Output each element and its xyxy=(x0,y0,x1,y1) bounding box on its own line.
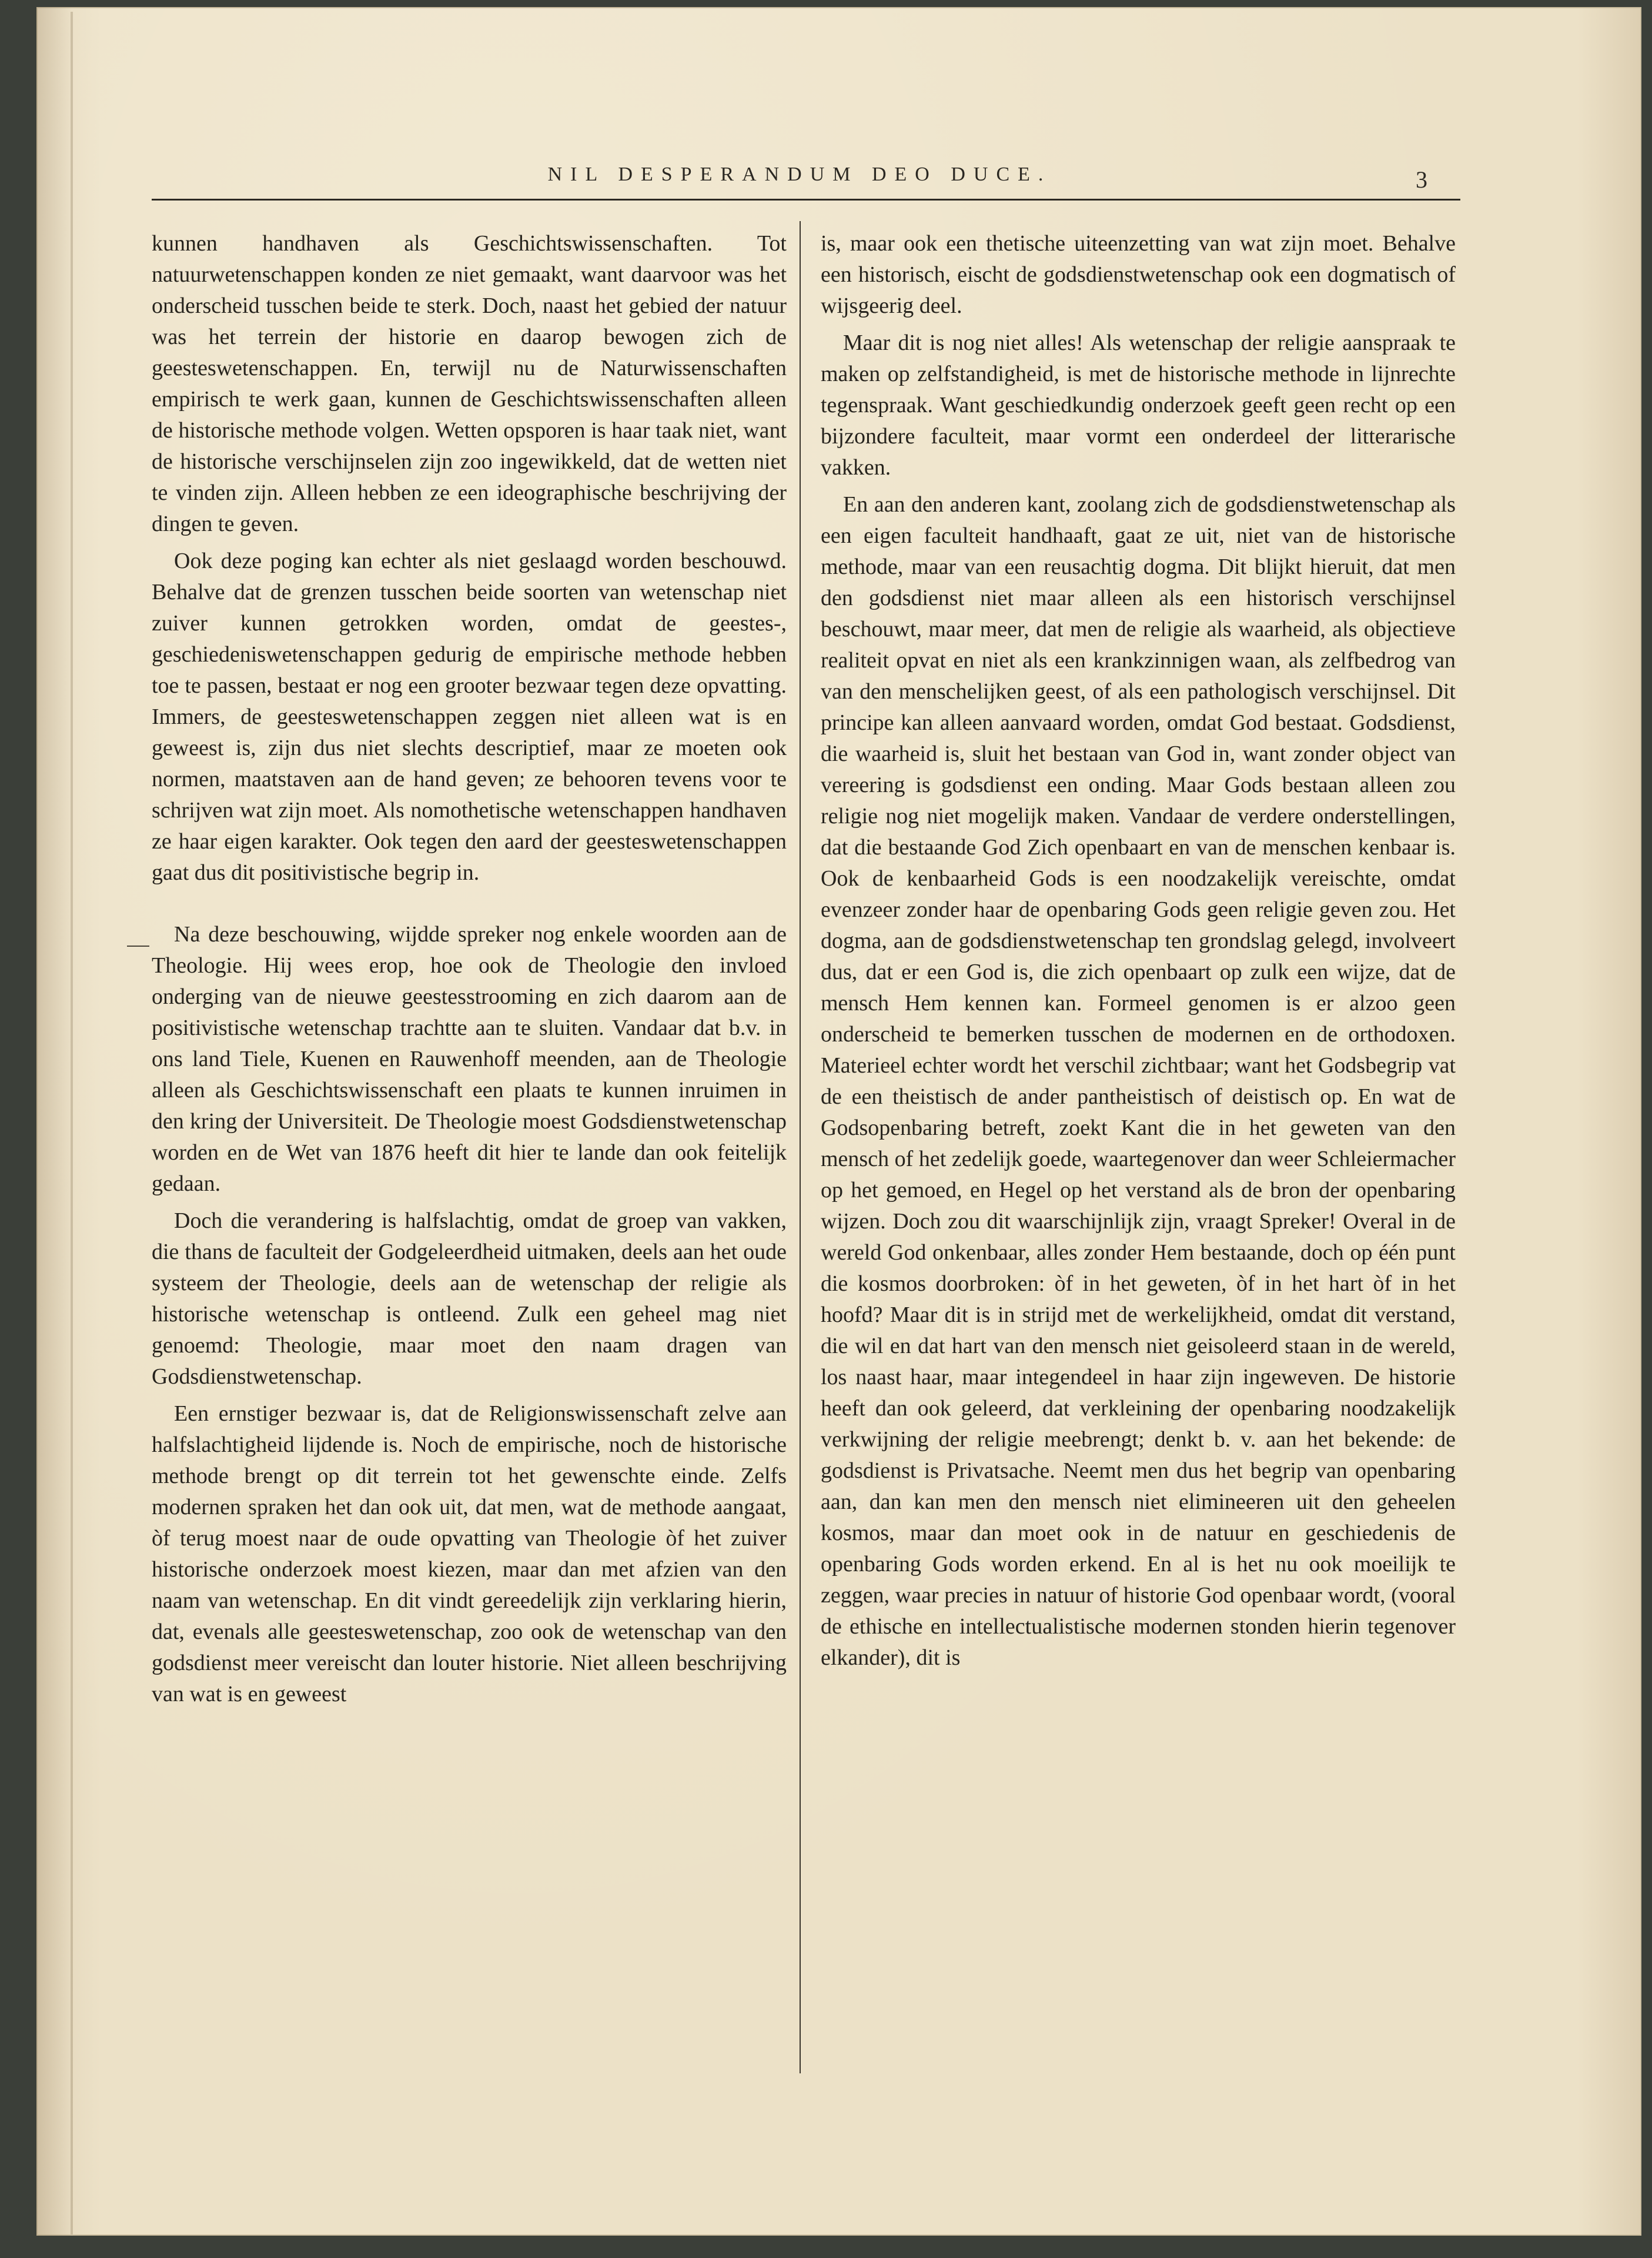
paragraph: Ook deze poging kan echter als niet geslaagd worden beschouwd. Behalve dat de grenzen tusschen beide soorten van wetenschap niet zuiver kunnen getrokken worden, omdat de geestes-, geschiedeniswetenschappen gedurig de empirische methode hebben toe te passen, bestaat er nog een grooter bezwaar tegen deze opvatting. Immers, de geesteswetenschappen zeggen niet alleen wat is en geweest is, zijn dus niet slechts descriptief, maar ze moeten ook normen, maatstaven aan de hand geven; ze behooren tevens voor te schrijven wat zijn moet. Als nomothetische wetenschappen handhaven ze haar eigen karakter. Ook tegen den aard der geesteswetenschappen gaat dus dit positivistische begrip in. xyxy=(152,549,787,885)
paragraph: kunnen handhaven als Geschichtswissenschaften. Tot natuurwetenschappen konden ze niet gemaakt, want daarvoor was het onderscheid tusschen beide te sterk. Doch, naast het gebied der natuur was het terrein der historie en daarop bewogen zich de geesteswetenschappen. En, terwijl nu de Naturwissenschaften empirisch te werk gaan, kunnen de Geschichtswissenschaften alleen de historische methode volgen. Wetten opsporen is haar taak niet, want de historische verschijnselen zijn zoo ingewikkeld, dat de wetten niet te vinden zijn. Alleen hebben ze een ideographische beschrijving der dingen te geven. xyxy=(152,231,787,536)
paragraph: Doch die verandering is halfslachtig, omdat de groep van vakken, die thans de faculteit der Godgeleerdheid uitmaken, deels aan het oude systeem der Theologie, deels aan de wetenschap der religie als historische wetenschap is ontleend. Zulk een geheel mag niet genoemd: Theologie, maar moet den naam dragen van Godsdienstwetenschap. xyxy=(152,1208,787,1389)
paragraph: Na deze beschouwing, wijdde spreker nog enkele woorden aan de Theologie. Hij wees erop, hoe ook de Theologie den invloed onderging van de nieuwe geestesstrooming en zich daarom aan de positivistische wetenschap trachtte aan te sluiten. Vandaar dat b.v. in ons land Tiele, Kuenen en Rauwenhoff meenden, aan de Theologie alleen als Geschichtswissenschaft een plaats te kunnen inruimen in den kring der Universiteit. De Theologie moest Godsdienstwetenschap worden en de Wet van 1876 heeft dit hier te lande dan ook feitelijk gedaan. xyxy=(152,922,787,1196)
header-rule xyxy=(152,199,1460,201)
running-head: NIL DESPERANDUM DEO DUCE. xyxy=(547,163,1052,185)
margin-pencil-mark xyxy=(127,946,149,947)
left-column xyxy=(152,228,787,1716)
binding-edge xyxy=(71,12,73,2234)
right-column xyxy=(821,228,1456,1679)
paragraph: Een ernstiger bezwaar is, dat de Religionswissenschaft zelve aan halfslachtigheid lijdende is. Noch de empirische, noch de historische methode brengt op dit terrein tot het gewenschte einde. Zelfs modernen spraken het dan ook uit, dat men, wat de methode aangaat, òf terug moest naar de oude opvatting van Theologie òf het zuiver historische onderzoek moest kiezen, maar dan met afzien van den naam van wetenschap. En dit vindt gereedelijk zijn verklaring hierin, dat, evenals alle geesteswetenschap, zoo ook de wetenschap van den godsdienst meer vereischt dan louter historie. Niet alleen beschrijving van wat is en geweest xyxy=(152,1401,787,1706)
binding-shadow xyxy=(36,7,72,2236)
paragraph: En aan den anderen kant, zoolang zich de godsdienstwetenschap als een eigen faculteit handhaaft, gaat ze uit, niet van de historische methode, maar van een reusachtig dogma. Dit blijkt hieruit, dat men den godsdienst niet maar alleen als een historisch verschijnsel beschouwt, maar meer, dat men de religie als waarheid, als objectieve realiteit opvat en niet als een krankzinnigen waan, als zelfbedrog van van den menschelijken geest, of als een pathologisch verschijnsel. Dit principe kan alleen aanvaard worden, omdat God bestaat. Godsdienst, die waarheid is, sluit het bestaan van God in, want zonder object van vereering is godsdienst een onding. Maar Gods bestaan alleen zou religie nog niet mogelijk maken. Vandaar de verdere onderstellingen, dat die bestaande God Zich openbaart en van de menschen kenbaar is. Ook de kenbaarheid Gods is een noodzakelijk vereischte, omdat evenzeer zonder haar de openbaring Gods geen religie geven zou. Het dogma, aan de godsdienstwetenschap ten grondslag gelegd, involveert dus, dat er een God is, die zich openbaart op zulk een wijze, dat de mensch Hem kennen kan. Formeel genomen is er alzoo geen onderscheid te bemerken tusschen de modernen en de orthodoxen. Materieel echter wordt het verschil zichtbaar; want het Godsbegrip vat de een theistisch de ander pantheistisch of deistisch op. En wat de Godsopenbaring betreft, zoekt Kant die in het geweten van den mensch of het zedelijk goede, waartegenover dan weer Schleiermacher op het gemoed, en Hegel op het verstand als de bron der openbaring wijzen. Doch zou dit waarschijnlijk zijn, vraagt Spreker! Overal in de wereld God onkenbaar, alles zonder Hem bestaande, doch op één punt die kosmos doorbroken: òf in het geweten, òf in het hart òf in het hoofd? Maar dit is in strijd met de werkelijkheid, omdat dit verstand, die wil en dat hart van den mensch niet geisoleerd staan in de wereld, los naast haar, maar integendeel in haar zijn ingeweven. De historie heeft dan ook geleerd, dat verkleining der openbaring noodzakelijk verkwijning der religie meebrengt; denkt b. v. aan het bekende: de godsdienst is Privatsache. Neemt men dus het begrip van openbaring aan, dan kan men den mensch niet elimineeren uit den geheelen kosmos, maar dan moet ook in de natuur en geschiedenis de openbaring Gods worden erkend. En al is het nu ook moeilijk te zeggen, waar precies in natuur of historie God openbaar wordt, (vooral de ethische en intellectualistische modernen stonden hierin tegenover elkander), dit is xyxy=(821,492,1456,1670)
page-number: 3 xyxy=(1416,166,1427,193)
column-divider xyxy=(800,221,801,2073)
paragraph: Maar dit is nog niet alles! Als wetenschap der religie aanspraak te maken op zelfstandigheid, is met de historische methode in lijnrechte tegenspraak. Want geschiedkundig onderzoek geeft geen recht op een bijzondere faculteit, maar vormt een onderdeel der litterarische vakken. xyxy=(821,330,1456,480)
paragraph: is, maar ook een thetische uiteenzetting van wat zijn moet. Behalve een historisch, eischt de godsdienstwetenschap ook een dogmatisch of wijsgeerig deel. xyxy=(821,231,1456,318)
